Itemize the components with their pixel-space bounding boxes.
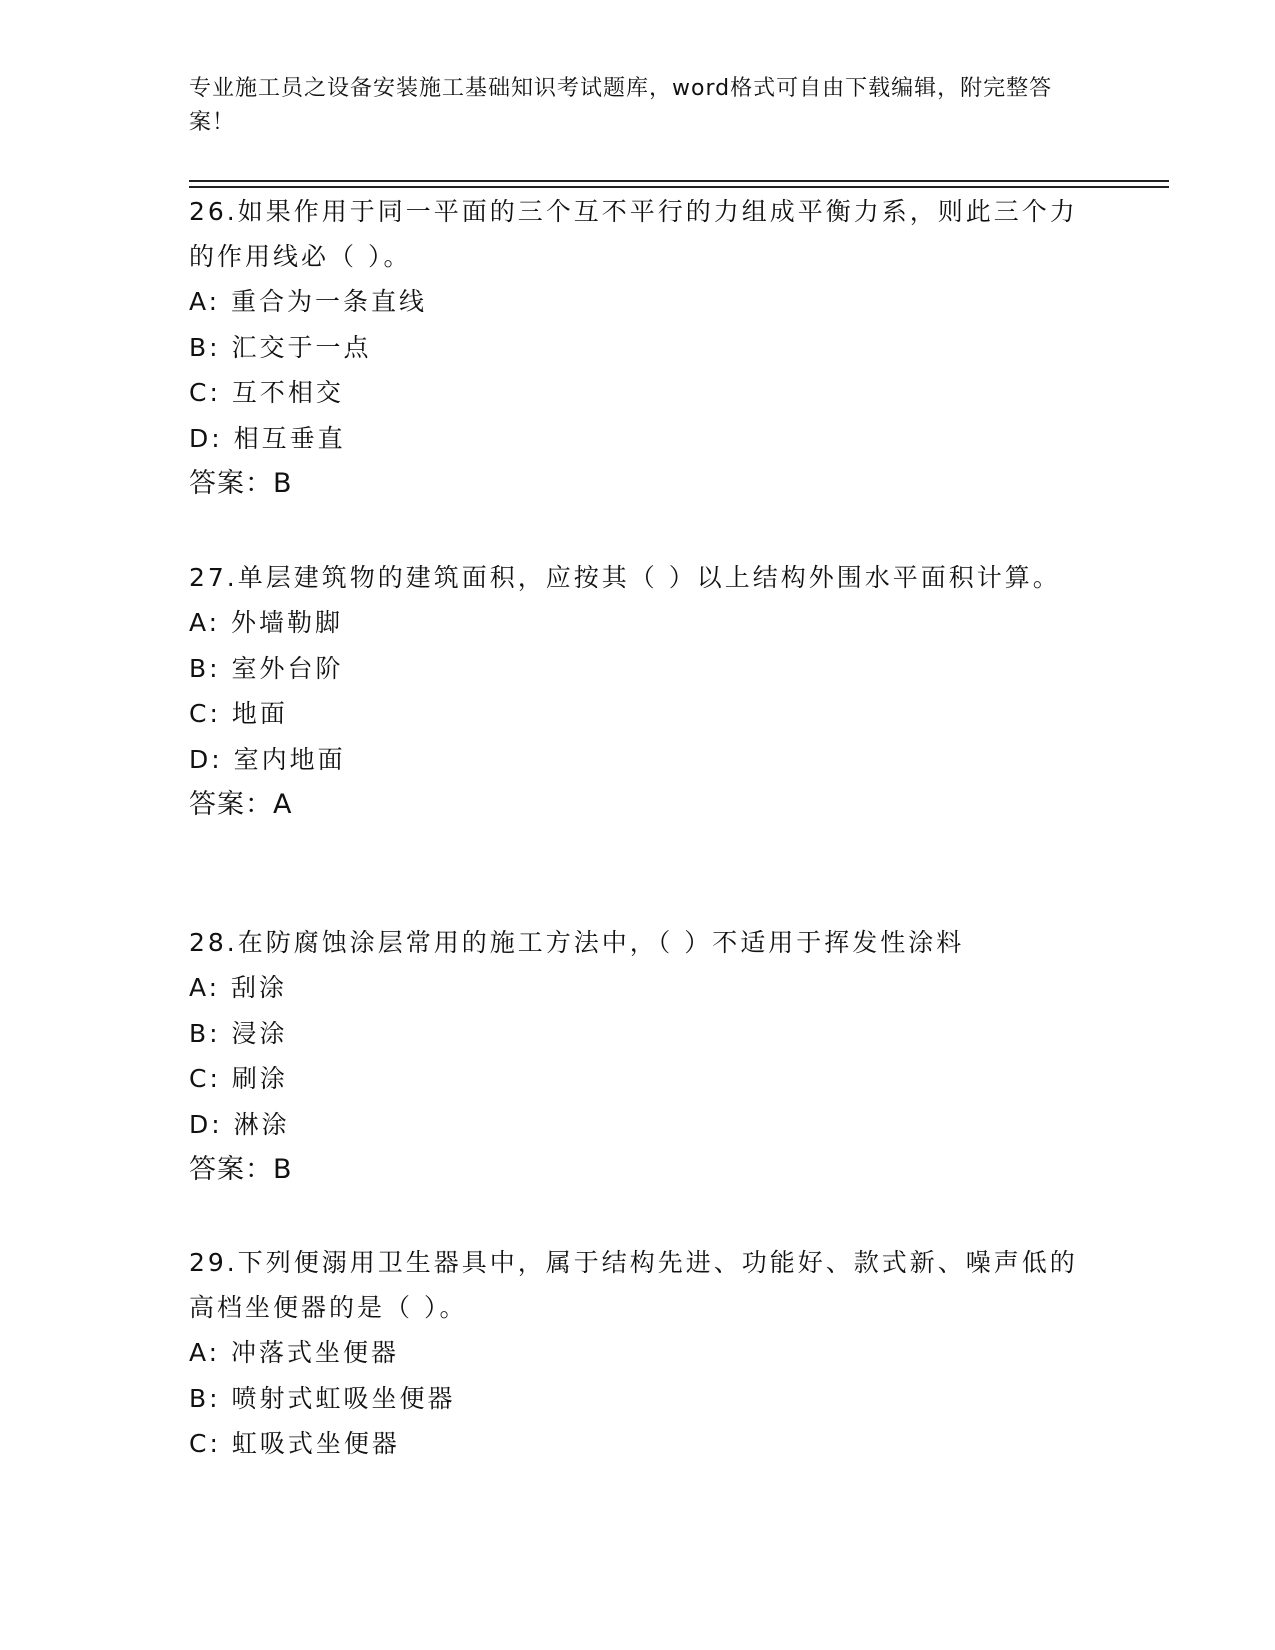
answer: 答案：B xyxy=(189,1154,293,1185)
option-c: C: 互不相交 xyxy=(189,378,344,407)
question-stem: 29.下列便溺用卫生器具中，属于结构先进、功能好、款式新、噪声低的高档坐便器的是（ ）。 xyxy=(189,1248,1078,1322)
question-27 xyxy=(189,555,1089,827)
option-d: D: 相互垂直 xyxy=(189,423,346,453)
question-29 xyxy=(189,1240,1089,1467)
question-26 xyxy=(189,189,1089,506)
option-d: D: 淋涂 xyxy=(189,1109,290,1139)
option-a: A: 刮涂 xyxy=(189,973,288,1002)
header-divider-top xyxy=(189,180,1169,182)
option-b: B: 室外台阶 xyxy=(189,653,344,683)
question-stem: 27.单层建筑物的建筑面积，应按其（ ）以上结构外围水平面积计算。 xyxy=(189,563,1061,592)
question-28 xyxy=(189,920,1089,1192)
question-stem: 28.在防腐蚀涂层常用的施工方法中，（ ）不适用于挥发性涂料 xyxy=(189,928,965,957)
option-c: C: 虹吸式坐便器 xyxy=(189,1429,400,1458)
document-header: 专业施工员之设备安装施工基础知识考试题库，word格式可自由下载编辑，附完整答案！ xyxy=(189,76,1053,135)
option-b: B: 汇交于一点 xyxy=(189,332,372,362)
option-c: C: 刷涂 xyxy=(189,1064,288,1093)
answer: 答案：A xyxy=(189,789,293,820)
option-a: A: 外墙勒脚 xyxy=(189,608,344,637)
question-stem: 26.如果作用于同一平面的三个互不平行的力组成平衡力系，则此三个力的作用线必（ ）。 xyxy=(189,197,1078,271)
option-b: B: 浸涂 xyxy=(189,1018,288,1048)
header-divider-bottom xyxy=(189,186,1169,188)
answer: 答案：B xyxy=(189,468,293,499)
option-d: D: 室内地面 xyxy=(189,744,346,774)
option-c: C: 地面 xyxy=(189,699,288,728)
option-a: A: 冲落式坐便器 xyxy=(189,1338,400,1367)
option-b: B: 喷射式虹吸坐便器 xyxy=(189,1383,456,1413)
option-a: A: 重合为一条直线 xyxy=(189,287,428,316)
